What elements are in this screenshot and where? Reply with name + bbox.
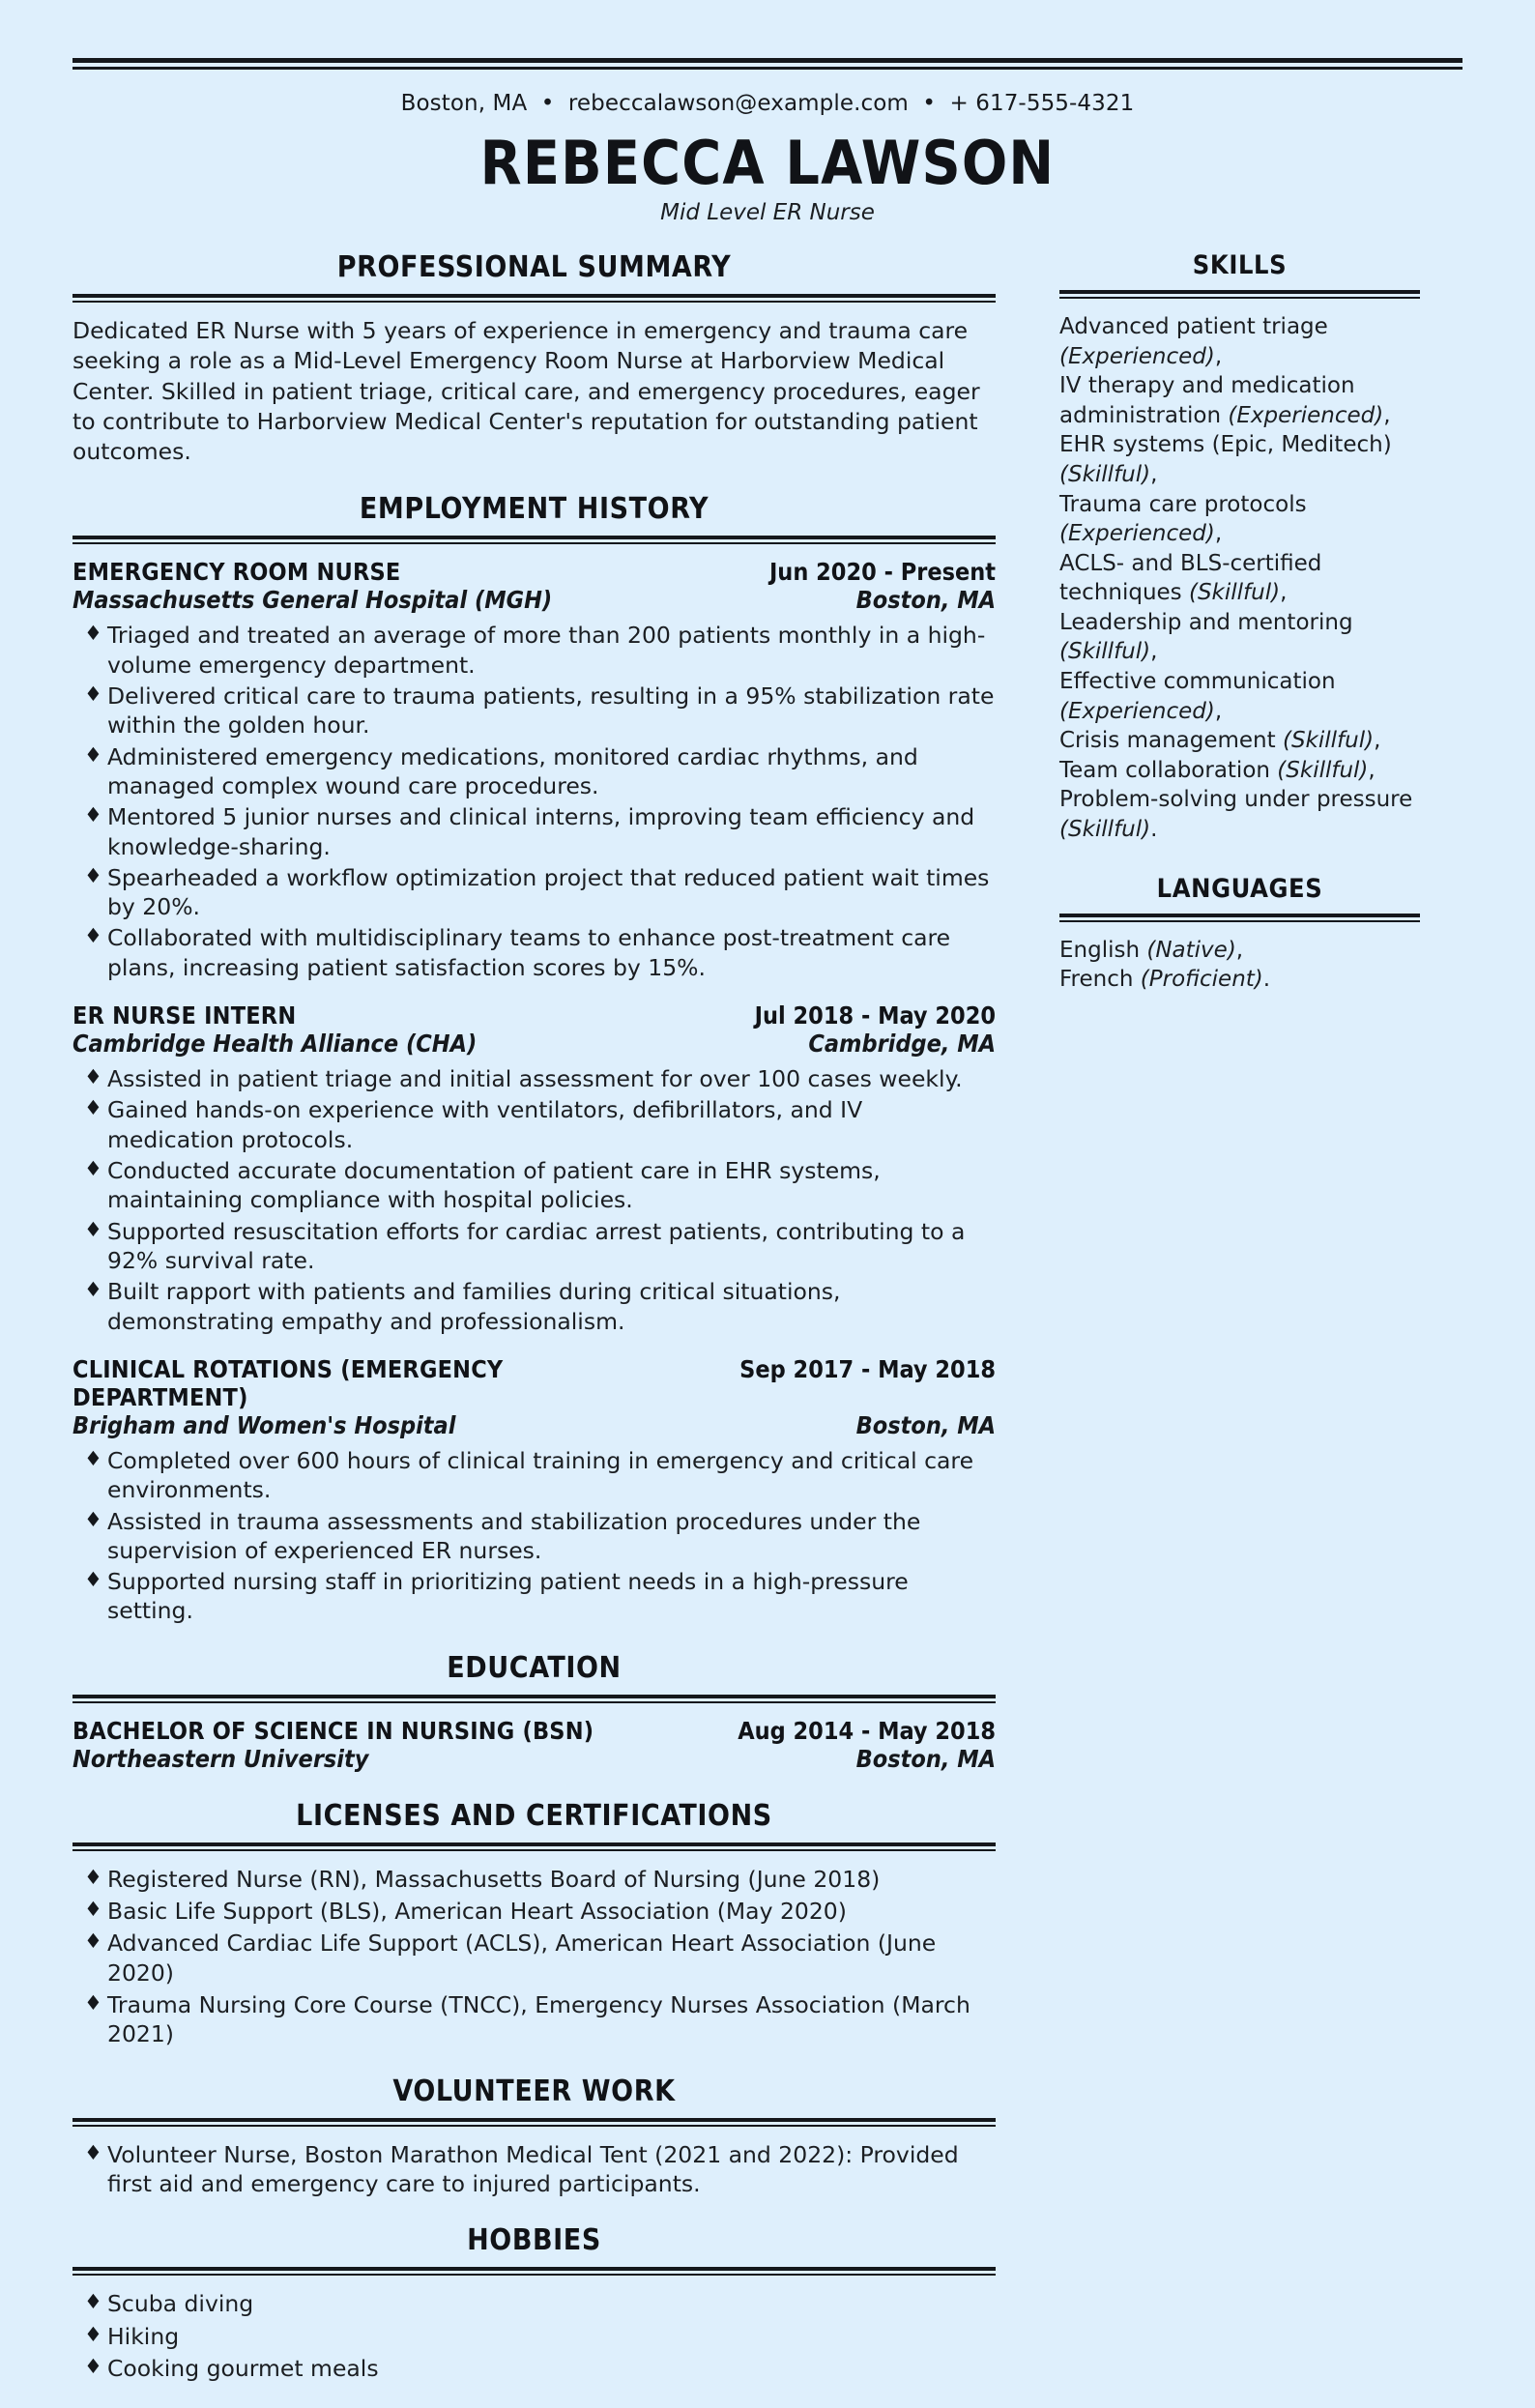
item-level: (Experienced) — [1228, 402, 1384, 428]
item-punctuation: , — [1383, 402, 1391, 428]
contact-phone[interactable]: + 617-555-4321 — [949, 91, 1135, 116]
education-degree: BACHELOR OF SCIENCE IN NURSING (BSN) — [72, 1716, 594, 1745]
list-item — [72, 1217, 996, 1276]
diamond-bullet-icon: ♦ — [84, 622, 102, 646]
contact-separator-2: • — [922, 91, 937, 116]
item-level: (Native) — [1146, 937, 1236, 963]
item-name: Leadership and mentoring — [1059, 609, 1353, 635]
item-name: English — [1059, 937, 1147, 963]
entry-bullet-list — [72, 1446, 996, 1626]
list-item-text: Scuba diving — [107, 2290, 254, 2318]
item-punctuation: , — [1214, 698, 1223, 724]
section-rule-licenses — [72, 1842, 996, 1851]
employment-entry-list — [72, 558, 996, 1625]
item-name: Trauma care protocols — [1059, 491, 1307, 517]
item-punctuation: , — [1214, 343, 1223, 369]
list-item-text: Collaborated with multidisciplinary teams to enhance post-treatment care plans, increasing patient satisfaction scores by 15%. — [107, 924, 951, 981]
hobbies-list — [72, 2289, 996, 2383]
section-rule-education — [72, 1695, 996, 1703]
list-item — [72, 1897, 996, 1926]
entry-location: Boston, MA — [855, 586, 996, 615]
entry-location: Cambridge, MA — [808, 1030, 996, 1059]
entry-location: Boston, MA — [855, 1410, 996, 1439]
list-item-text: Built rapport with patients and families during critical situations, demonstrating empathy and professionalism. — [107, 1278, 841, 1335]
diamond-bullet-icon: ♦ — [84, 2140, 102, 2164]
list-item-text: Conducted accurate documentation of patient care in EHR systems, maintaining compliance with hospital policies. — [107, 1157, 881, 1214]
list-item-text: Triaged and treated an average of more than 200 patients monthly in a high-volume emergency department. — [107, 622, 986, 679]
section-employment-history — [72, 492, 996, 1625]
entry-bullet-list — [72, 621, 996, 982]
list-item-text: Supported resuscitation efforts for cardiac arrest patients, contributing to a 92% survival rate. — [107, 1217, 966, 1274]
item-name: Team collaboration — [1059, 757, 1278, 783]
diamond-bullet-icon: ♦ — [84, 1157, 102, 1181]
list-item — [72, 1865, 996, 1894]
main-column — [72, 250, 996, 2408]
diamond-bullet-icon: ♦ — [84, 863, 102, 887]
skills-list — [1059, 312, 1420, 844]
item-level: (Skillful) — [1059, 816, 1151, 842]
list-item-text: Gained hands-on experience with ventilators, defibrillators, and IV medication protocols. — [107, 1096, 863, 1153]
section-title-employment: EMPLOYMENT HISTORY — [359, 492, 710, 527]
list-item-text: Volunteer Nurse, Boston Marathon Medical Tent (2021 and 2022): Provided first aid and emergency care to injured participants. — [107, 2140, 959, 2197]
entry-bullet-list — [72, 1064, 996, 1336]
entry-header-row — [72, 1030, 996, 1059]
list-item — [72, 1064, 996, 1093]
candidate-job-title: Mid Level ER Nurse — [660, 200, 875, 226]
item-name: Problem-solving under pressure — [1059, 787, 1413, 813]
section-licenses — [72, 1799, 996, 2049]
entry-organization: Cambridge Health Alliance (CHA) — [72, 1030, 478, 1059]
list-item-text: Spearheaded a workflow optimization project that reduced patient wait times by 20%. — [107, 863, 990, 921]
education-entry — [72, 1717, 996, 1774]
section-rule-volunteer — [72, 2118, 996, 2127]
item-punctuation: , — [1280, 580, 1288, 606]
diamond-bullet-icon: ♦ — [84, 1217, 102, 1241]
list-item — [72, 742, 996, 801]
list-item — [72, 2322, 996, 2351]
education-entry-list — [72, 1717, 996, 1774]
section-title-summary: PROFESSIONAL SUMMARY — [336, 250, 732, 285]
entry-date: Sep 2017 - May 2018 — [739, 1354, 996, 1383]
diamond-bullet-icon: ♦ — [84, 1991, 102, 2016]
section-rule-skills — [1059, 290, 1420, 299]
contact-location: Boston, MA — [400, 91, 528, 116]
diamond-bullet-icon: ♦ — [84, 2354, 102, 2378]
item-punctuation: , — [1214, 521, 1223, 547]
list-item — [72, 1277, 996, 1336]
list-item — [72, 863, 996, 922]
list-item — [72, 923, 996, 982]
diamond-bullet-icon: ♦ — [84, 1865, 102, 1889]
employment-entry — [72, 1001, 996, 1336]
item-name: Effective communication — [1059, 669, 1336, 695]
education-location: Boston, MA — [855, 1744, 996, 1773]
diamond-bullet-icon: ♦ — [84, 682, 102, 706]
section-title-hobbies: HOBBIES — [467, 2223, 601, 2258]
item-level: (Experienced) — [1059, 698, 1215, 724]
section-volunteer — [72, 2074, 996, 2199]
diamond-bullet-icon: ♦ — [84, 803, 102, 827]
entry-header-row — [72, 1411, 996, 1440]
item-punctuation: , — [1150, 461, 1158, 487]
diamond-bullet-icon: ♦ — [84, 1446, 102, 1470]
list-item — [72, 682, 996, 740]
list-item-text: Assisted in patient triage and initial assessment for over 100 cases weekly. — [107, 1065, 963, 1093]
item-punctuation: . — [1262, 967, 1271, 993]
candidate-name: REBECCA LAWSON — [479, 128, 1056, 198]
item-punctuation: , — [1150, 639, 1158, 665]
diamond-bullet-icon: ♦ — [84, 2290, 102, 2314]
section-title-languages: LANGUAGES — [1156, 873, 1323, 904]
employment-entry — [72, 1355, 996, 1626]
list-item-text: Cooking gourmet meals — [107, 2354, 379, 2382]
diamond-bullet-icon: ♦ — [84, 1898, 102, 1922]
item-name: IV therapy and medication administration — [1059, 373, 1355, 428]
diamond-bullet-icon: ♦ — [84, 1096, 102, 1120]
content-columns — [72, 250, 1463, 2408]
entry-date: Jun 2020 - Present — [768, 558, 996, 587]
list-item — [72, 802, 996, 861]
entry-role: ER NURSE INTERN — [72, 1001, 297, 1030]
entry-role: CLINICAL ROTATIONS (EMERGENCY DEPARTMENT) — [72, 1354, 504, 1411]
item-punctuation: , — [1235, 937, 1244, 963]
section-rule-employment — [72, 536, 996, 544]
entry-header-row — [72, 1355, 996, 1411]
section-rule-hobbies — [72, 2267, 996, 2276]
section-title-licenses: LICENSES AND CERTIFICATIONS — [296, 1798, 772, 1833]
item-name: Crisis management — [1059, 728, 1283, 754]
item-level: (Skillful) — [1277, 757, 1369, 783]
list-item-text: Assisted in trauma assessments and stabilization procedures under the supervision of experienced ER nurses. — [107, 1507, 921, 1564]
list-item-text: Administered emergency medications, monitored cardiac rhythms, and managed complex wound care procedures. — [107, 742, 918, 799]
list-item — [72, 1446, 996, 1505]
list-item-text: Registered Nurse (RN), Massachusetts Board of Nursing (June 2018) — [107, 1865, 881, 1893]
list-item — [72, 1567, 996, 1626]
section-hobbies — [72, 2223, 996, 2383]
contact-email[interactable]: rebeccalawson@example.com — [567, 91, 909, 116]
list-item — [72, 1929, 996, 1987]
section-education — [72, 1651, 996, 1774]
item-level: (Skillful) — [1188, 580, 1281, 606]
diamond-bullet-icon: ♦ — [84, 1507, 102, 1531]
section-rule-languages — [1059, 914, 1420, 922]
list-item-text: Hiking — [107, 2322, 180, 2350]
entry-role: EMERGENCY ROOM NURSE — [72, 558, 401, 587]
item-punctuation: . — [1150, 816, 1158, 842]
item-level: (Skillful) — [1059, 461, 1151, 487]
section-professional-summary — [72, 250, 996, 467]
list-item-text: Advanced Cardiac Life Support (ACLS), American Heart Association (June 2020) — [107, 1929, 937, 1987]
diamond-bullet-icon: ♦ — [84, 742, 102, 767]
diamond-bullet-icon: ♦ — [84, 1568, 102, 1592]
entry-header-row — [72, 558, 996, 586]
diamond-bullet-icon: ♦ — [84, 1929, 102, 1954]
item-name: Advanced patient triage — [1059, 314, 1328, 340]
entry-organization: Brigham and Women's Hospital — [72, 1410, 456, 1439]
entry-date: Jul 2018 - May 2020 — [754, 1001, 996, 1030]
item-punctuation: , — [1374, 728, 1381, 754]
entry-header-row — [72, 586, 996, 615]
list-item — [72, 2289, 996, 2318]
licenses-list — [72, 1865, 996, 2049]
entry-header-row — [72, 1745, 996, 1774]
item-level: (Proficient) — [1140, 967, 1263, 993]
item-name: ACLS- and BLS-certified techniques — [1059, 550, 1322, 606]
summary-paragraph: Dedicated ER Nurse with 5 years of experience in emergency and trauma care seeking a role as a Mid-Level Emergency Room Nurse at Harborview Medical Center. Skilled in patient triage, critical care, and emergency procedures, eager to contribute to Harborview Medical Center's reputation for outstanding patient outcomes. — [72, 317, 980, 466]
education-date: Aug 2014 - May 2018 — [738, 1716, 996, 1745]
list-item — [72, 1507, 996, 1566]
list-item — [72, 1095, 996, 1154]
entry-organization: Massachusetts General Hospital (MGH) — [72, 586, 553, 615]
section-rule-summary — [72, 294, 996, 303]
item-name: French — [1059, 967, 1141, 993]
sidebar-column — [1059, 250, 1420, 1024]
section-title-education: EDUCATION — [447, 1650, 622, 1685]
list-item-text: Mentored 5 junior nurses and clinical interns, improving team efficiency and knowledge-sharing. — [107, 803, 975, 860]
list-item-text: Supported nursing staff in prioritizing patient needs in a high-pressure setting. — [107, 1568, 909, 1625]
languages-list — [1059, 936, 1420, 995]
diamond-bullet-icon: ♦ — [84, 924, 102, 948]
diamond-bullet-icon: ♦ — [84, 1278, 102, 1302]
top-border-rule — [72, 58, 1463, 70]
item-level: (Skillful) — [1282, 728, 1375, 754]
employment-entry — [72, 558, 996, 982]
section-skills — [1059, 250, 1420, 844]
item-punctuation: , — [1368, 757, 1376, 783]
item-level: (Experienced) — [1059, 521, 1215, 547]
diamond-bullet-icon: ♦ — [84, 1065, 102, 1089]
list-item-text: Completed over 600 hours of clinical training in emergency and critical care environments. — [107, 1446, 974, 1504]
list-item — [72, 2354, 996, 2383]
contact-separator-1: • — [540, 91, 555, 116]
diamond-bullet-icon: ♦ — [84, 2322, 102, 2346]
list-item — [72, 621, 996, 680]
contact-line — [72, 91, 1463, 116]
entry-header-row — [72, 1001, 996, 1030]
item-level: (Skillful) — [1059, 639, 1151, 665]
list-item-text: Basic Life Support (BLS), American Heart Association (May 2020) — [107, 1898, 847, 1926]
item-level: (Experienced) — [1059, 343, 1215, 369]
section-title-skills: SKILLS — [1192, 250, 1288, 281]
education-school: Northeastern University — [72, 1744, 369, 1773]
section-title-volunteer: VOLUNTEER WORK — [392, 2074, 676, 2108]
section-languages — [1059, 874, 1420, 995]
list-item — [72, 1156, 996, 1215]
list-item-text: Delivered critical care to trauma patients, resulting in a 95% stabilization rate within the golden hour. — [107, 682, 995, 740]
list-item — [72, 1990, 996, 2049]
item-name: EHR systems (Epic, Meditech) — [1059, 432, 1392, 458]
entry-header-row — [72, 1717, 996, 1745]
list-item-text: Trauma Nursing Core Course (TNCC), Emergency Nurses Association (March 2021) — [107, 1991, 970, 2048]
